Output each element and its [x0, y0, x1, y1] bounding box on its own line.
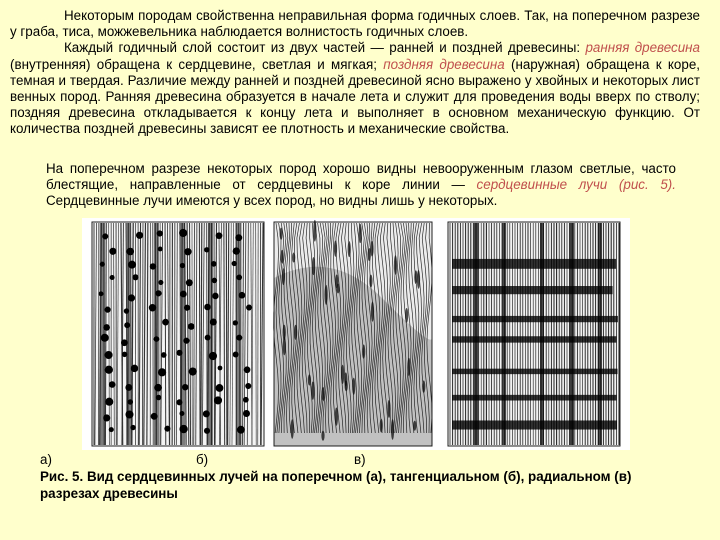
text-rays-outro: Сердцевинные лучи имеются у всех пород, но видны лишь у некоторых.: [46, 193, 498, 209]
figure-wood-sections: [82, 218, 630, 450]
label-c: в): [354, 452, 366, 467]
wood-sections-illustration: [82, 218, 630, 450]
text-early-desc: (внутренняя) обращена к сердцевине, светлая и мягкая;: [10, 56, 384, 72]
tangential-section-image: [274, 220, 432, 446]
text-block-rings: [10, 8, 700, 138]
paragraph-early-late-wood: [10, 40, 700, 137]
text-block-rays: [46, 161, 676, 210]
figure-labels: [0, 452, 720, 468]
text-rays-intro: На поперечном разрезе некоторых пород хорошо видны невооруженным глазом светлые, часто блестящие, направленные от сердцевины к коре линии —: [46, 161, 676, 193]
label-b: б): [196, 452, 209, 467]
label-a: а): [40, 452, 52, 467]
paragraph-rays: [46, 161, 676, 210]
paragraph-ring-shape: [10, 8, 700, 40]
term-late-wood: поздняя древесина: [383, 56, 505, 72]
text-late-desc: (наружная) обращена к коре, темная и твердая. Различие между ранней и поздней древесиной ясно выражено у хвойных и некоторых лист венных пород. Ранняя древесина образуется в начале лета и служит для проведения воды вверх по стволу; поздняя древесина откладывается к концу лета и выполняет в основном механическую функцию. От количества поздней древесины зависят ее плотность и механические свойства.: [10, 56, 700, 137]
cross-section-image: [92, 222, 264, 446]
text-two-parts: Каждый годичный слой состоит из двух частей — ранней и поздней древесины:: [64, 40, 586, 56]
radial-section-image: [448, 222, 620, 446]
term-early-wood: ранняя древесина: [585, 40, 700, 56]
figure-caption: Рис. 5. Вид сердцевинных лучей на поперечном (а), тангенциальном (б), радиальном (в) разрезах древесины: [40, 469, 632, 501]
term-medullary-rays: сердцевинные лучи (рис. 5).: [476, 177, 676, 193]
text-ring-shape: Некоторым породам свойственна неправильная форма годичных слоев. Так, на поперечном разрезе у граба, тиса, можжевельника наблюдается волнистость годичных слоев.: [10, 8, 700, 40]
